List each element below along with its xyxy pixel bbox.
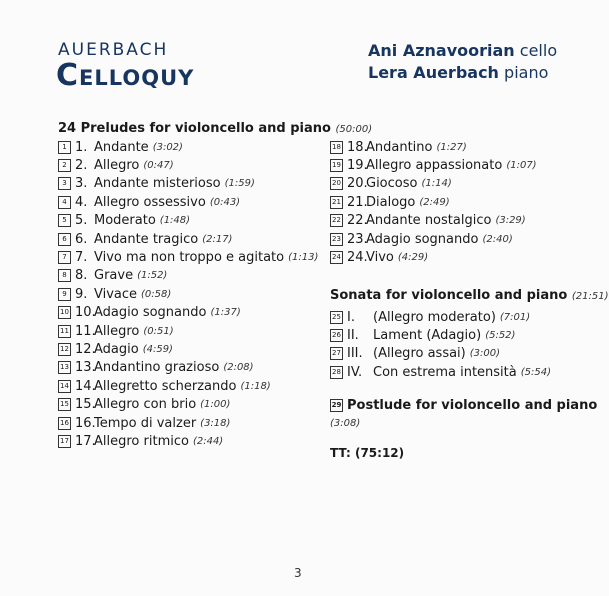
preludes-duration: (50:00) [335, 124, 373, 135]
track-number-box: 12 [58, 343, 71, 356]
total-time: TT: (75:12) [330, 446, 405, 460]
track-duration: (1:14) [421, 178, 452, 190]
track-number-box: 27 [330, 347, 343, 360]
performer-1-role: cello [519, 41, 558, 60]
track-number-box: 4 [58, 196, 71, 209]
track-item [330, 363, 609, 381]
track-item [58, 377, 318, 395]
tracklist-left [58, 138, 318, 451]
track-title: (Allegro assai) [373, 346, 466, 362]
track-number-box: 19 [330, 159, 343, 172]
track-duration: (1:07) [506, 160, 537, 172]
track-item [58, 230, 318, 248]
track-number: 4. [75, 194, 88, 210]
track-number-box: 20 [330, 177, 343, 190]
track-number-box: 2 [58, 159, 71, 172]
track-number-box: 6 [58, 233, 71, 246]
track-number: 16. [75, 415, 96, 431]
track-number-box: 15 [58, 398, 71, 411]
track-number: 22. [347, 213, 368, 229]
track-item [58, 414, 318, 432]
track-title: (Allegro moderato) [373, 309, 496, 325]
track-item [330, 193, 537, 211]
track-number: 21. [347, 194, 368, 210]
track-duration: (7:01) [499, 311, 531, 323]
track-title: Andante tragico [94, 231, 199, 247]
track-title: Vivace [94, 286, 138, 302]
track-item [330, 138, 537, 156]
preludes-title: 24 Preludes for violoncello and piano [58, 121, 331, 136]
track-number: 24. [347, 250, 368, 266]
track-number-box: 24 [330, 251, 343, 264]
track-title: Giocoso [366, 176, 418, 192]
track-duration: (1:37) [210, 307, 241, 319]
track-title: Vivo [366, 250, 394, 266]
track-item [58, 340, 318, 358]
track-duration: (3:18) [200, 417, 231, 429]
track-number: 23. [347, 231, 368, 247]
sonata-section [330, 288, 609, 382]
track-number: 6. [75, 231, 88, 247]
track-title: Adagio sognando [366, 231, 479, 247]
track-number-box: 5 [58, 214, 71, 227]
track-duration: (3:00) [469, 348, 501, 360]
track-number: 10. [75, 305, 96, 321]
track-duration: (3:02) [152, 141, 183, 153]
track-number-box: 22 [330, 214, 343, 227]
track-number-box: 3 [58, 177, 71, 190]
track-number: 14. [75, 378, 96, 394]
track-item [330, 345, 609, 363]
composer-name: AUERBACH [58, 40, 169, 60]
track-item [58, 248, 318, 266]
postlude-duration: (3:08) [330, 418, 361, 429]
track-title: Lament (Adagio) [373, 328, 482, 344]
track-title: Andante misterioso [94, 176, 221, 192]
track-item [330, 230, 537, 248]
track-number-box: 25 [330, 311, 343, 324]
track-number-box: 18 [330, 141, 343, 154]
track-title: Allegro [94, 323, 140, 339]
track-duration: (1:13) [288, 252, 319, 264]
track-item [58, 304, 318, 322]
track-number: III. [347, 346, 363, 362]
performer-1-name: Ani Aznavoorian [368, 41, 515, 60]
track-title: Allegro con brio [94, 397, 197, 413]
track-duration: (0:51) [143, 325, 174, 337]
track-item [58, 285, 318, 303]
track-duration: (0:47) [143, 160, 174, 172]
track-item [58, 156, 318, 174]
track-duration: (1:48) [159, 215, 191, 227]
album-title: Celloquy [56, 58, 195, 93]
track-number-box: 26 [330, 329, 343, 342]
track-duration: (4:59) [142, 343, 173, 355]
track-duration: (1:52) [137, 270, 168, 282]
track-duration: (2:17) [202, 233, 233, 245]
track-item [58, 395, 318, 413]
track-duration: (2:40) [482, 233, 513, 245]
track-title: Andante [94, 139, 149, 155]
sonata-heading [330, 288, 609, 308]
track-title: Vivo ma non troppo e agitato [94, 250, 285, 266]
track-title: Allegro [94, 158, 140, 174]
track-duration: (2:49) [419, 196, 450, 208]
track-number: II. [347, 328, 359, 344]
track-duration: (2:08) [223, 362, 254, 374]
track-item [330, 326, 609, 344]
track-number-box: 11 [58, 325, 71, 338]
page-number: 3 [294, 566, 302, 580]
track-item [330, 308, 609, 326]
track-number: 19. [347, 158, 368, 174]
track-number-box: 9 [58, 288, 71, 301]
track-item [58, 193, 318, 211]
track-item [58, 359, 318, 377]
track-title: Allegretto scherzando [94, 378, 237, 394]
track-number: 11. [75, 323, 96, 339]
track-title: Adagio sognando [94, 305, 207, 321]
track-item [58, 432, 318, 450]
track-duration: (2:44) [192, 435, 224, 447]
sonata-tracklist [330, 308, 609, 382]
track-title: Andantino grazioso [94, 360, 220, 376]
track-duration: (0:58) [141, 288, 172, 300]
track-item [58, 138, 318, 156]
performer-1 [368, 40, 557, 62]
track-item [330, 212, 537, 230]
track-title: Con estrema intensità [373, 364, 517, 380]
postlude-title: Postlude for violoncello and piano [347, 398, 598, 413]
track-title: Moderato [94, 213, 156, 229]
track-number: 12. [75, 341, 96, 357]
track-duration: (5:52) [485, 330, 516, 342]
sonata-duration: (21:51) [571, 291, 609, 302]
track-number: 8. [75, 268, 88, 284]
track-item [58, 267, 318, 285]
performer-2-name: Lera Auerbach [368, 63, 499, 82]
performers [368, 40, 557, 84]
preludes-heading [58, 121, 372, 136]
track-title: Grave [94, 268, 134, 284]
track-item [330, 248, 537, 266]
track-title: Allegro appassionato [366, 158, 503, 174]
track-number: I. [347, 309, 355, 325]
track-title: Allegro ritmico [94, 433, 189, 449]
track-duration: (0:43) [209, 196, 241, 208]
sonata-title: Sonata for violoncello and piano [330, 288, 568, 303]
track-number: 3. [75, 176, 88, 192]
track-item [330, 156, 537, 174]
track-number-box: 21 [330, 196, 343, 209]
track-title: Allegro ossessivo [94, 194, 206, 210]
track-number: 1. [75, 139, 88, 155]
track-item [58, 212, 318, 230]
track-duration: (3:29) [495, 215, 526, 227]
track-number: 15. [75, 397, 96, 413]
track-title: Tempo di valzer [94, 415, 197, 431]
track-number-box: 13 [58, 361, 71, 374]
track-duration: (4:29) [397, 252, 429, 264]
track-number-box: 8 [58, 269, 71, 282]
track-title: Dialogo [366, 194, 416, 210]
tracklist-right [330, 138, 537, 267]
track-number: IV. [347, 364, 363, 380]
track-number: 9. [75, 286, 88, 302]
track-number: 18. [347, 139, 368, 155]
track-number-box: 17 [58, 435, 71, 448]
performer-2 [368, 62, 557, 84]
track-number: 7. [75, 250, 88, 266]
track-item [58, 322, 318, 340]
track-item [330, 175, 537, 193]
track-number: 5. [75, 213, 88, 229]
track-number-box: 10 [58, 306, 71, 319]
track-number-box: 14 [58, 380, 71, 393]
track-duration: (1:00) [200, 399, 231, 411]
performer-2-role: piano [504, 63, 549, 82]
track-duration: (1:27) [436, 141, 467, 153]
track-number-box: 1 [58, 141, 71, 154]
track-title: Andantino [366, 139, 433, 155]
track-item [58, 175, 318, 193]
track-number: 13. [75, 360, 96, 376]
track-number-box: 29 [330, 399, 343, 412]
track-duration: (1:59) [224, 178, 255, 190]
track-number-box: 28 [330, 366, 343, 379]
track-title: Andante nostalgico [366, 213, 492, 229]
track-number: 17. [75, 433, 96, 449]
track-duration: (1:18) [240, 380, 271, 392]
track-number: 2. [75, 158, 88, 174]
track-number-box: 23 [330, 233, 343, 246]
postlude-heading [330, 398, 597, 413]
track-number: 20. [347, 176, 368, 192]
track-duration: (5:54) [520, 366, 551, 378]
track-number-box: 16 [58, 417, 71, 430]
track-number-box: 7 [58, 251, 71, 264]
track-title: Adagio [94, 341, 139, 357]
